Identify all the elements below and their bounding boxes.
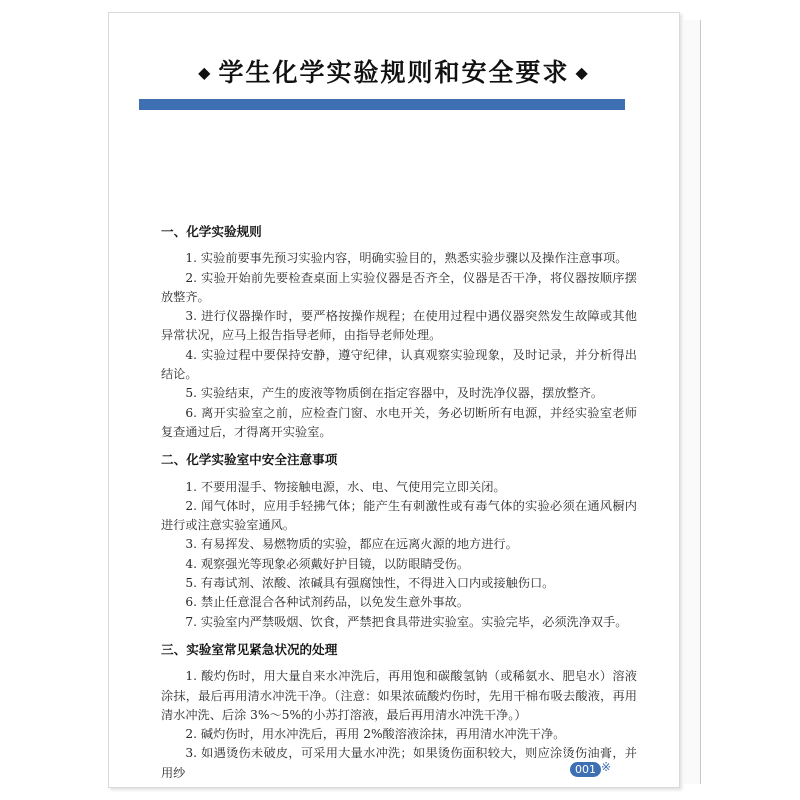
- document-page: [108, 12, 680, 788]
- list-item: 2. 闻气体时，应用手轻拂气体；能产生有刺激性或有毒气体的实验必须在通风橱内进行或注意实验室通风。: [161, 498, 637, 533]
- list-item: 2. 碱灼伤时，用水冲洗后，再用 2%酸溶液涂抹，再用清水冲洗干净。: [185, 727, 566, 742]
- title-divider: [139, 99, 625, 110]
- list-item: 3. 有易挥发、易燃物质的实验，都应在远离火源的地方进行。: [185, 537, 518, 552]
- section-rules: [161, 222, 637, 442]
- section-emergency: [161, 640, 637, 783]
- page-title: [109, 53, 679, 89]
- title-text: 学生化学实验规则和安全要求: [218, 58, 570, 87]
- list-item: 1. 酸灼伤时，用大量自来水冲洗后，再用饱和碳酸氢钠（或稀氨水、肥皂水）溶液涂抹，最后再用清水冲洗干净。（注意：如果浓硫酸灼伤时，先用干棉布吸去酸液，再用清水冲洗、后涂 3%～5%的小苏打溶液，最后再用清水冲洗干净。）: [161, 669, 637, 722]
- list-item: 4. 实验过程中要保持安静，遵守纪律，认真观察实验现象，及时记录，并分析得出结论。: [161, 347, 637, 382]
- list-item: 3. 如遇烫伤未破皮，可采用大量水冲洗；如果烫伤面积较大，则应涂烫伤油膏，并用纱: [161, 746, 637, 780]
- page-edge: [694, 20, 701, 784]
- section-heading: 一、化学实验规则: [161, 224, 262, 239]
- list-item: 5. 有毒试剂、浓酸、浓碱具有强腐蚀性，不得进入口内或接触伤口。: [185, 576, 555, 591]
- diamond-icon: ◆: [575, 63, 590, 82]
- list-item: 4. 观察强光等现象必须戴好护目镜，以防眼睛受伤。: [185, 556, 470, 571]
- list-item: 6. 禁止任意混合各种试剂药品，以免发生意外事故。: [185, 595, 470, 610]
- list-item: 5. 实验结束，产生的废液等物质倒在指定容器中，及时洗净仪器，摆放整齐。: [185, 386, 604, 401]
- list-item: 1. 实验前要事先预习实验内容，明确实验目的，熟悉实验步骤以及操作注意事项。: [185, 251, 628, 266]
- document-body: [161, 218, 637, 783]
- section-heading: 二、化学实验室中安全注意事项: [161, 452, 338, 468]
- list-item: 1. 不要用湿手、物接触电源，水、电、气使用完立即关闭。: [185, 479, 506, 494]
- list-item: 2. 实验开始前先要检查桌面上实验仪器是否齐全，仪器是否干净，将仪器按顺序摆放整齐。: [161, 270, 637, 304]
- list-item: 3. 进行仪器操作时，要严格按操作规程；在使用过程中遇仪器突然发生故障或其他异常状况，应马上报告指导老师，由指导老师处理。: [161, 309, 637, 343]
- section-safety: [161, 450, 637, 632]
- diamond-icon: ◆: [198, 63, 213, 82]
- page-number: 001: [570, 762, 601, 777]
- section-heading: 三、实验室常见紧急状况的处理: [161, 641, 338, 657]
- page-number-ornament: ※: [601, 760, 612, 774]
- list-item: 7. 实验室内严禁吸烟、饮食，严禁把食具带进实验室。实验完毕，必须洗净双手。: [185, 614, 628, 629]
- list-item: 6. 离开实验室之前，应检查门窗、水电开关，务必切断所有电源，并经实验室老师复查通过后，才得离开实验室。: [161, 405, 637, 439]
